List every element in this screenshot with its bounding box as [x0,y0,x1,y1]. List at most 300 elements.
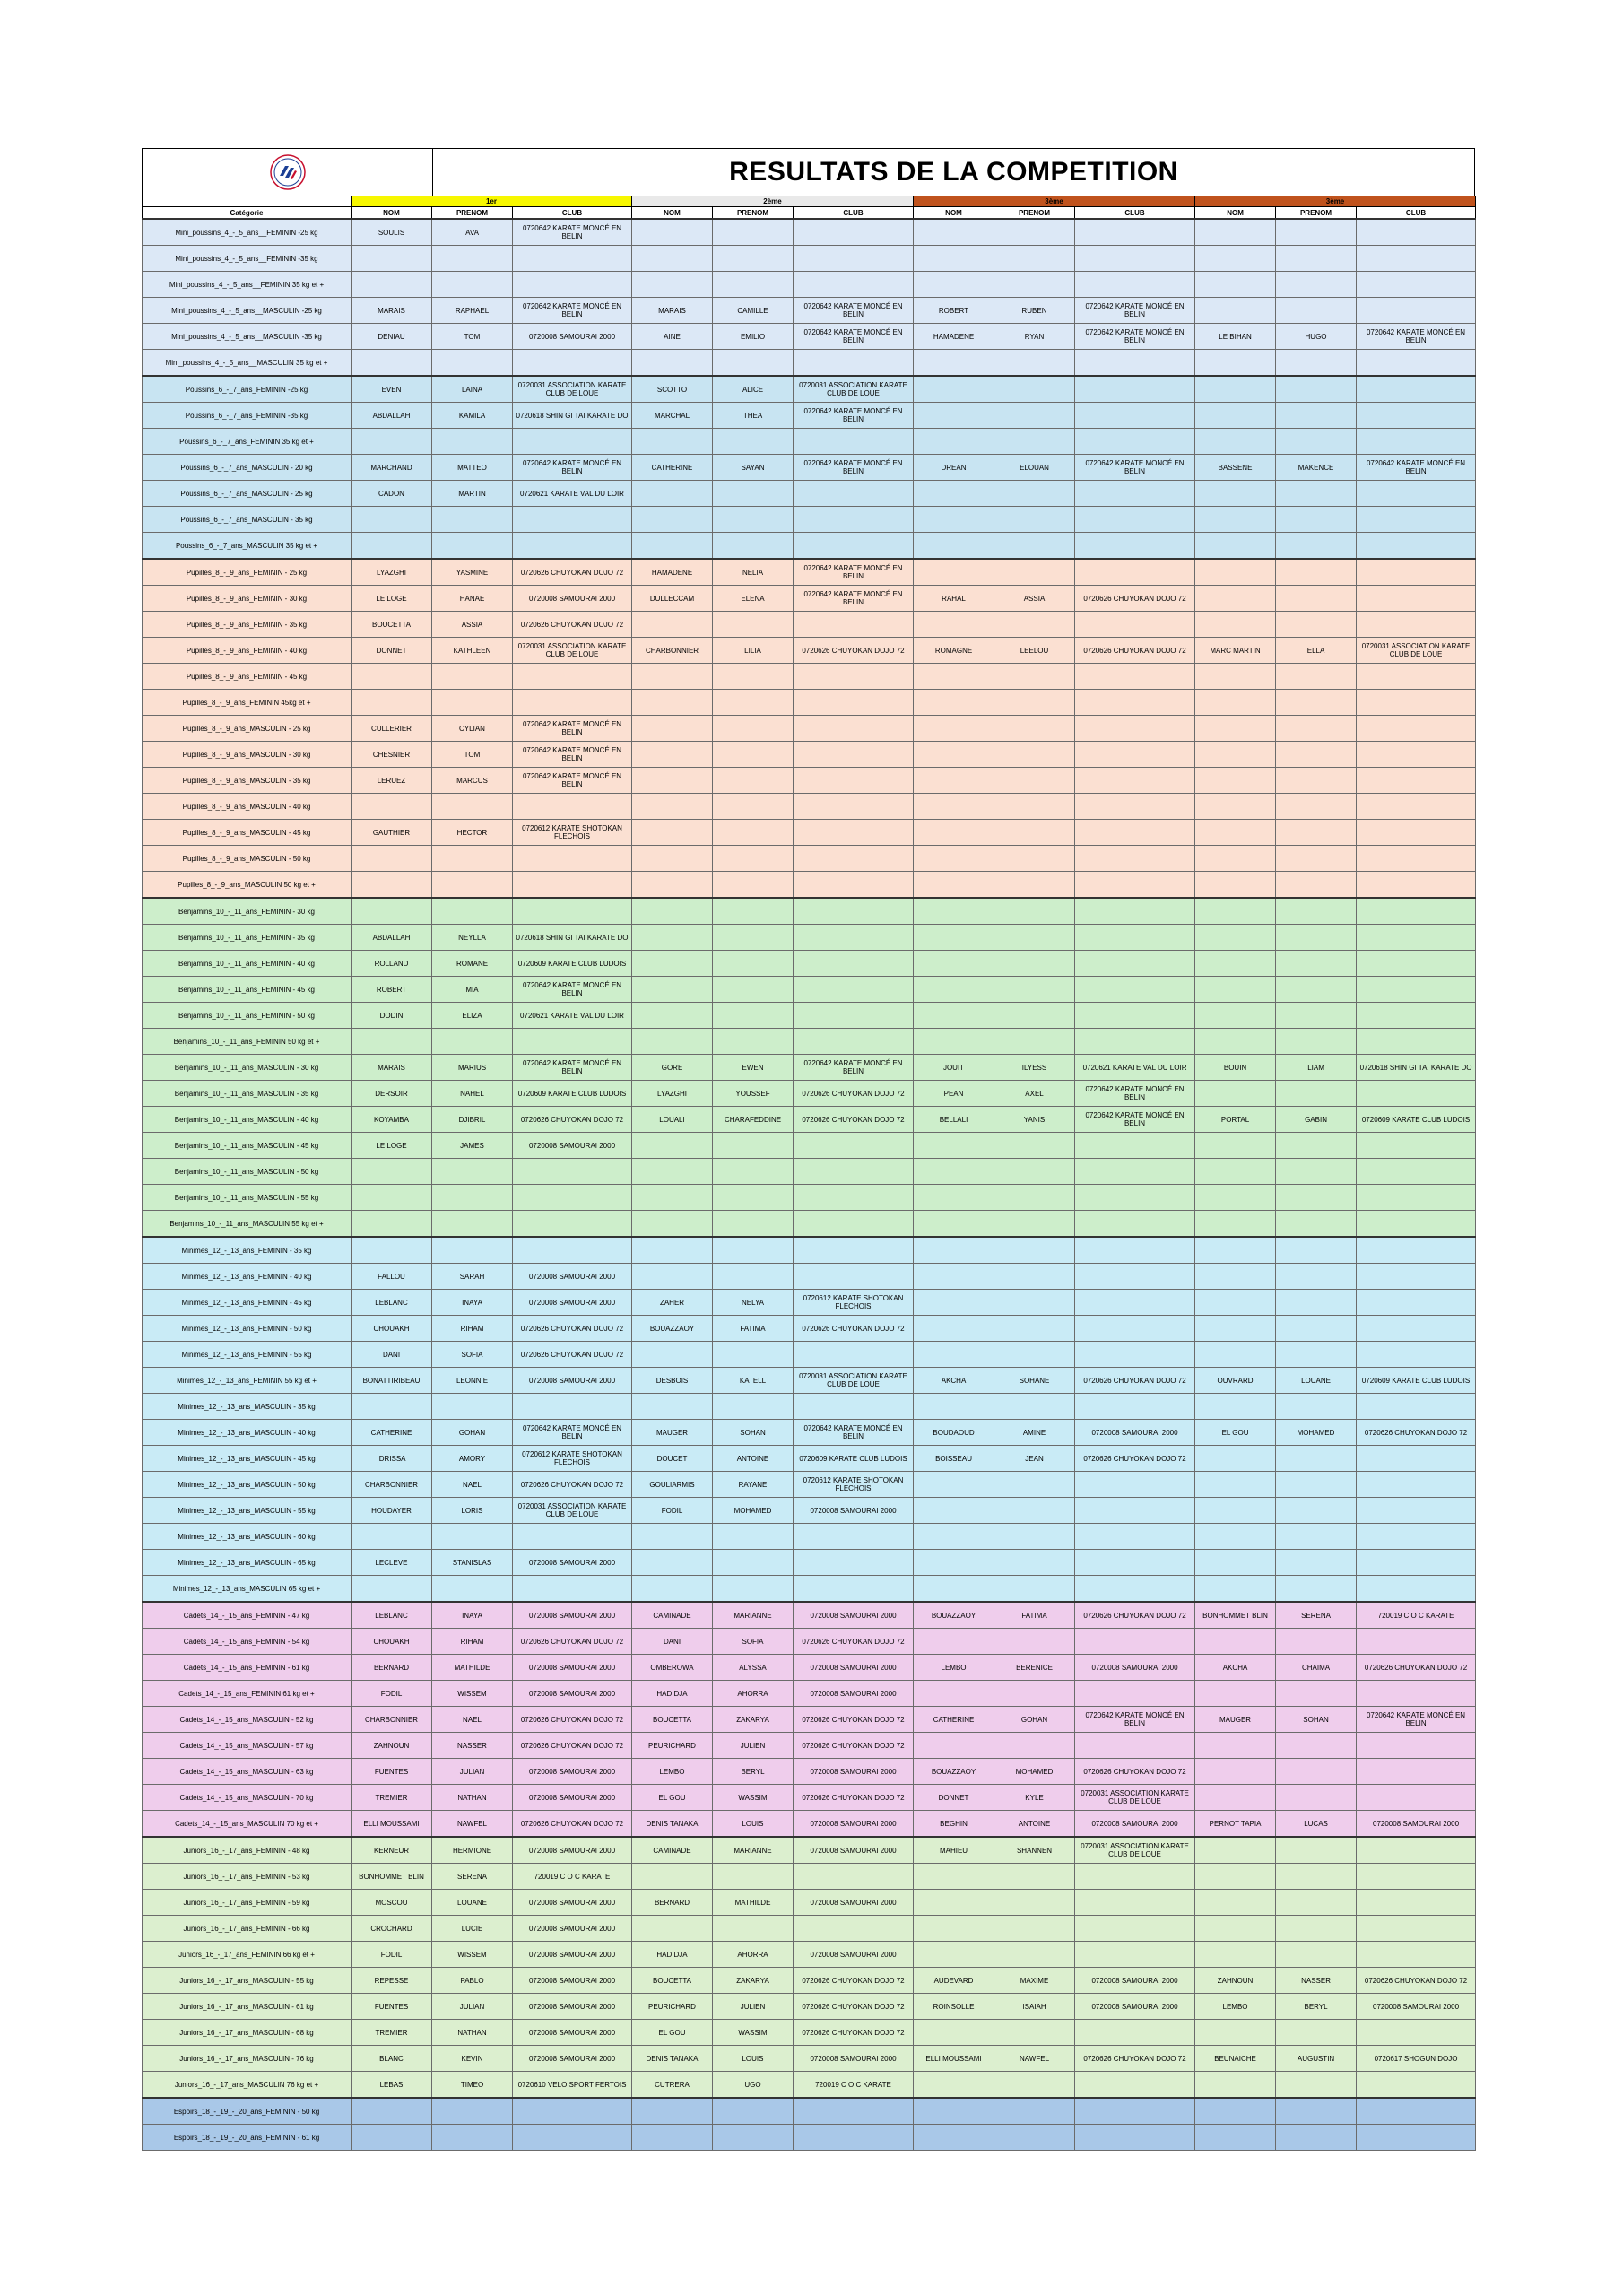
result-cell: 0720626 CHUYOKAN DOJO 72 [794,1707,914,1733]
result-cell: LOUANE [1276,1368,1357,1394]
result-cell [713,1211,794,1238]
result-cell [1276,977,1357,1003]
result-cell [1276,1316,1357,1342]
table-row [143,1942,1476,1968]
result-cell [1195,1759,1276,1785]
result-cell: MATTEO [432,455,513,481]
result-cell [794,1394,914,1420]
result-cell [1357,768,1476,794]
result-cell: 0720031 ASSOCIATION KARATE CLUB DE LOUE [1357,638,1476,664]
result-cell [1075,1916,1195,1942]
result-cell [1357,246,1476,272]
category-cell: Benjamins_10_-_11_ans_MASCULIN 55 kg et + [143,1211,352,1238]
result-cell [994,977,1075,1003]
result-cell: JULIEN [713,1994,794,2020]
result-cell: ELENA [713,586,794,612]
result-cell: BOISSEAU [914,1446,994,1472]
result-cell [1195,1733,1276,1759]
result-cell: MARAIS [352,1055,432,1081]
result-cell [632,716,713,742]
result-cell: JOUIT [914,1055,994,1081]
result-cell: 0720612 KARATE SHOTOKAN FLECHOIS [794,1472,914,1498]
result-cell: 0720609 KARATE CLUB LUDOIS [794,1446,914,1472]
category-cell: Benjamins_10_-_11_ans_MASCULIN - 55 kg [143,1185,352,1211]
category-cell: Mini_poussins_4_-_5_ans__FEMININ 35 kg et + [143,272,352,298]
result-cell [914,507,994,533]
result-cell [914,350,994,377]
result-cell [513,1237,632,1264]
result-cell [994,2125,1075,2151]
category-cell: Minimes_12_-_13_ans_FEMININ - 50 kg [143,1316,352,1342]
result-cell [1195,272,1276,298]
result-cell [1276,350,1357,377]
result-cell: 0720626 CHUYOKAN DOJO 72 [513,1316,632,1342]
result-cell: DENIAU [352,324,432,350]
result-cell: SERENA [432,1864,513,1890]
result-cell [1195,742,1276,768]
category-cell: Cadets_14_-_15_ans_FEMININ - 47 kg [143,1602,352,1629]
result-cell: ELIZA [432,1003,513,1029]
result-cell: GOHAN [432,1420,513,1446]
result-cell [794,350,914,377]
result-cell [794,664,914,690]
result-cell [794,977,914,1003]
result-cell: GAUTHIER [352,820,432,846]
result-cell: FODIL [352,1942,432,1968]
result-cell [1075,951,1195,977]
result-cell [1195,350,1276,377]
table-row [143,1237,1476,1264]
result-cell [632,742,713,768]
result-cell: MARCUS [432,768,513,794]
result-cell [994,1029,1075,1055]
result-cell: MAUGER [632,1420,713,1446]
result-cell [1357,951,1476,977]
result-cell: 0720642 KARATE MONCÉ EN BELIN [1357,455,1476,481]
result-cell [994,820,1075,846]
result-cell [994,481,1075,507]
result-cell [1276,1159,1357,1185]
result-cell: 0720008 SAMOURAI 2000 [794,1602,914,1629]
result-cell: HADIDJA [632,1942,713,1968]
result-cell [994,507,1075,533]
result-cell: 0720008 SAMOURAI 2000 [794,1837,914,1864]
table-row [143,1290,1476,1316]
result-cell [994,246,1075,272]
result-cell: 0720617 SHOGUN DOJO [1357,2046,1476,2072]
result-cell: RIHAM [432,1629,513,1655]
result-cell [1276,2020,1357,2046]
result-cell: LIAM [1276,1055,1357,1081]
category-cell: Benjamins_10_-_11_ans_FEMININ - 40 kg [143,951,352,977]
result-cell [1276,1785,1357,1811]
result-cell [352,2125,432,2151]
result-cell [1195,1498,1276,1524]
result-cell [632,246,713,272]
result-cell [1075,1237,1195,1264]
result-cell: LEBLANC [352,1602,432,1629]
result-cell: MIA [432,977,513,1003]
result-cell: JEAN [994,1446,1075,1472]
result-cell: ELLI MOUSSAMI [352,1811,432,1838]
result-cell: BERNARD [352,1655,432,1681]
result-cell [1357,1316,1476,1342]
result-cell [914,1342,994,1368]
result-cell [1276,533,1357,560]
result-cell [632,1133,713,1159]
result-cell [994,925,1075,951]
result-cell [632,690,713,716]
result-cell [713,716,794,742]
result-cell: FODIL [352,1681,432,1707]
result-cell: INAYA [432,1602,513,1629]
table-row [143,1107,1476,1133]
result-cell [994,898,1075,925]
result-cell: FODIL [632,1498,713,1524]
result-cell [1075,507,1195,533]
result-cell: AKCHA [1195,1655,1276,1681]
result-cell: FUENTES [352,1759,432,1785]
result-cell [1075,1733,1195,1759]
category-cell: Minimes_12_-_13_ans_MASCULIN - 40 kg [143,1420,352,1446]
table-row [143,324,1476,350]
result-cell [713,1264,794,1290]
result-cell [432,872,513,899]
result-cell [352,794,432,820]
result-cell: AVA [432,219,513,246]
result-cell [1357,350,1476,377]
result-cell [1276,376,1357,403]
category-cell: Juniors_16_-_17_ans_MASCULIN - 55 kg [143,1968,352,1994]
result-cell [1075,2072,1195,2099]
result-cell: NAEL [432,1472,513,1498]
result-cell [1195,977,1276,1003]
result-cell [1195,1524,1276,1550]
result-cell: 0720609 KARATE CLUB LUDOIS [1357,1368,1476,1394]
result-cell [914,1524,994,1550]
result-cell: NELIA [713,559,794,586]
result-cell: FATIMA [713,1316,794,1342]
result-cell: 0720008 SAMOURAI 2000 [513,1890,632,1916]
result-cell: DANI [352,1342,432,1368]
result-cell [352,1185,432,1211]
result-cell: EL GOU [632,1785,713,1811]
result-cell [1195,1890,1276,1916]
result-cell [994,219,1075,246]
result-cell: BOUCETTA [632,1707,713,1733]
result-cell [1195,1550,1276,1576]
result-cell: 0720031 ASSOCIATION KARATE CLUB DE LOUE [513,638,632,664]
category-cell: Cadets_14_-_15_ans_MASCULIN 70 kg et + [143,1811,352,1838]
result-cell: ABDALLAH [352,925,432,951]
table-row [143,768,1476,794]
result-cell [914,977,994,1003]
result-cell [794,1576,914,1603]
category-cell: Pupilles_8_-_9_ans_MASCULIN - 45 kg [143,820,352,846]
result-cell: 0720008 SAMOURAI 2000 [513,2020,632,2046]
category-cell: Poussins_6_-_7_ans_MASCULIN - 20 kg [143,455,352,481]
result-cell: 0720008 SAMOURAI 2000 [513,324,632,350]
result-cell: NAWFEL [432,1811,513,1838]
category-cell: Minimes_12_-_13_ans_FEMININ 55 kg et + [143,1368,352,1394]
table-row [143,1550,1476,1576]
result-cell: LUCIE [432,1916,513,1942]
result-cell: MAKENCE [1276,455,1357,481]
result-cell [994,1942,1075,1968]
column-header-row [143,207,1476,220]
result-cell [713,1029,794,1055]
table-row [143,1446,1476,1472]
result-cell [1276,742,1357,768]
result-cell [352,1237,432,1264]
result-cell [794,507,914,533]
result-cell: 0720612 KARATE SHOTOKAN FLECHOIS [513,820,632,846]
result-cell [352,1394,432,1420]
result-cell: NAEL [432,1707,513,1733]
result-cell: BOUCETTA [632,1968,713,1994]
result-cell [713,272,794,298]
category-cell: Pupilles_8_-_9_ans_FEMININ - 30 kg [143,586,352,612]
result-cell [1357,1290,1476,1316]
result-cell: 0720609 KARATE CLUB LUDOIS [513,951,632,977]
result-cell: AHORRA [713,1942,794,1968]
result-cell [513,272,632,298]
result-cell [352,898,432,925]
result-cell [1357,925,1476,951]
result-cell [1357,716,1476,742]
result-cell: ASSIA [432,612,513,638]
category-cell: Minimes_12_-_13_ans_MASCULIN - 65 kg [143,1550,352,1576]
result-cell: 720019 C O C KARATE [794,2072,914,2099]
result-cell [1276,1237,1357,1264]
result-cell: EL GOU [632,2020,713,2046]
result-cell [1195,1342,1276,1368]
result-cell: DESBOIS [632,1368,713,1394]
result-cell [1195,1864,1276,1890]
result-cell: MAUGER [1195,1707,1276,1733]
table-row [143,925,1476,951]
result-cell [1075,376,1195,403]
category-cell: Cadets_14_-_15_ans_FEMININ - 54 kg [143,1629,352,1655]
table-row [143,298,1476,324]
result-cell [513,2125,632,2151]
result-cell: HOUDAYER [352,1498,432,1524]
category-cell: Pupilles_8_-_9_ans_MASCULIN - 30 kg [143,742,352,768]
result-cell: BEGHIN [914,1811,994,1838]
result-cell [994,559,1075,586]
result-cell: KATELL [713,1368,794,1394]
result-cell [632,898,713,925]
result-cell [432,1237,513,1264]
result-cell: 0720008 SAMOURAI 2000 [513,1264,632,1290]
category-cell: Mini_poussins_4_-_5_ans__MASCULIN -35 kg [143,324,352,350]
category-cell: Juniors_16_-_17_ans_FEMININ 66 kg et + [143,1942,352,1968]
result-cell: 0720609 KARATE CLUB LUDOIS [1357,1107,1476,1133]
result-cell: HADIDJA [632,1681,713,1707]
result-cell [432,429,513,455]
result-cell: CHESNIER [352,742,432,768]
table-row [143,1368,1476,1394]
result-cell: MARIANNE [713,1837,794,1864]
result-cell: 0720642 KARATE MONCÉ EN BELIN [513,716,632,742]
table-row [143,1003,1476,1029]
result-cell: 0720008 SAMOURAI 2000 [513,586,632,612]
result-cell [1195,219,1276,246]
result-cell [1195,1316,1276,1342]
result-cell [1195,951,1276,977]
table-row [143,1968,1476,1994]
result-cell: OMBEROWA [632,1655,713,1681]
category-cell: Minimes_12_-_13_ans_MASCULIN - 60 kg [143,1524,352,1550]
result-cell: AINE [632,324,713,350]
result-cell: CHARBONNIER [352,1472,432,1498]
result-cell [1357,898,1476,925]
result-cell: ROMAGNE [914,638,994,664]
result-cell: NELYA [713,1290,794,1316]
category-cell: Juniors_16_-_17_ans_FEMININ - 66 kg [143,1916,352,1942]
table-row [143,612,1476,638]
result-cell: ZAKARYA [713,1968,794,1994]
result-cell [1195,376,1276,403]
result-cell: SOHAN [1276,1707,1357,1733]
result-cell [994,1342,1075,1368]
result-cell: 0720642 KARATE MONCÉ EN BELIN [1075,1707,1195,1733]
category-cell: Minimes_12_-_13_ans_FEMININ - 45 kg [143,1290,352,1316]
result-cell [994,1550,1075,1576]
result-cell: 0720031 ASSOCIATION KARATE CLUB DE LOUE [1075,1837,1195,1864]
result-cell: UGO [713,2072,794,2099]
result-cell: 0720642 KARATE MONCÉ EN BELIN [794,403,914,429]
result-cell [1195,1029,1276,1055]
result-cell [914,219,994,246]
category-cell: Pupilles_8_-_9_ans_FEMININ - 45 kg [143,664,352,690]
result-cell [1357,586,1476,612]
result-cell: BLANC [352,2046,432,2072]
table-row [143,1498,1476,1524]
result-cell: 0720008 SAMOURAI 2000 [513,1602,632,1629]
result-cell: 0720626 CHUYOKAN DOJO 72 [1075,638,1195,664]
result-cell: PERNOT TAPIA [1195,1811,1276,1838]
result-cell: BEUNAICHE [1195,2046,1276,2072]
column-header: PRENOM [994,207,1075,220]
result-cell [1357,2125,1476,2151]
result-cell: 0720008 SAMOURAI 2000 [794,1759,914,1785]
result-cell: 0720031 ASSOCIATION KARATE CLUB DE LOUE [1075,1785,1195,1811]
result-cell: 0720008 SAMOURAI 2000 [794,1890,914,1916]
result-cell [1075,1576,1195,1603]
result-cell [713,846,794,872]
table-row [143,742,1476,768]
result-cell [914,429,994,455]
table-row [143,1655,1476,1681]
result-cell [632,951,713,977]
table-row [143,1264,1476,1290]
result-cell: FUENTES [352,1994,432,2020]
federation-logo-icon [268,152,308,192]
result-cell [713,794,794,820]
result-cell [632,1211,713,1238]
result-cell [794,272,914,298]
result-cell: DJIBRIL [432,1107,513,1133]
result-cell [1075,2098,1195,2125]
result-cell: NAHEL [432,1081,513,1107]
category-cell: Minimes_12_-_13_ans_MASCULIN 65 kg et + [143,1576,352,1603]
result-cell: HUGO [1276,324,1357,350]
table-row [143,533,1476,560]
result-cell: WASSIM [713,1785,794,1811]
result-cell: 0720626 CHUYOKAN DOJO 72 [1075,1759,1195,1785]
result-cell [1357,1133,1476,1159]
result-cell [1075,272,1195,298]
result-cell [994,403,1075,429]
table-row [143,898,1476,925]
result-cell [1276,664,1357,690]
category-cell: Benjamins_10_-_11_ans_FEMININ 50 kg et + [143,1029,352,1055]
result-cell [632,820,713,846]
result-cell: 0720008 SAMOURAI 2000 [513,1368,632,1394]
category-cell: Mini_poussins_4_-_5_ans__MASCULIN 35 kg et + [143,350,352,377]
table-row [143,1681,1476,1707]
result-cell: AMORY [432,1446,513,1472]
result-cell: 0720642 KARATE MONCÉ EN BELIN [1075,324,1195,350]
result-cell [914,820,994,846]
result-cell [994,1472,1075,1498]
result-cell: 0720008 SAMOURAI 2000 [513,1290,632,1316]
category-cell: Minimes_12_-_13_ans_MASCULIN - 45 kg [143,1446,352,1472]
result-cell [513,350,632,377]
result-cell: MARCHAL [632,403,713,429]
result-cell [632,768,713,794]
result-cell [632,1029,713,1055]
result-cell [1075,1211,1195,1238]
result-cell [352,1159,432,1185]
result-cell: 0720008 SAMOURAI 2000 [513,1916,632,1942]
result-cell: CHAIMA [1276,1655,1357,1681]
result-cell [1276,846,1357,872]
result-cell [1195,403,1276,429]
result-cell: AHORRA [713,1681,794,1707]
result-cell: EL GOU [1195,1420,1276,1446]
result-cell [1195,2072,1276,2099]
table-row [143,820,1476,846]
result-cell: STANISLAS [432,1550,513,1576]
result-cell [1357,1890,1476,1916]
result-cell: 0720626 CHUYOKAN DOJO 72 [513,1707,632,1733]
table-row [143,1837,1476,1864]
result-cell [632,1003,713,1029]
result-cell: 0720008 SAMOURAI 2000 [513,2046,632,2072]
result-cell: SOFIA [432,1342,513,1368]
result-cell [1357,219,1476,246]
category-cell: Minimes_12_-_13_ans_FEMININ - 40 kg [143,1264,352,1290]
result-cell: GABIN [1276,1107,1357,1133]
table-row [143,951,1476,977]
result-cell [1357,1733,1476,1759]
result-cell [1075,403,1195,429]
table-row [143,559,1476,586]
table-row [143,376,1476,403]
result-cell [994,376,1075,403]
result-cell [1357,1264,1476,1290]
result-cell: CATHERINE [352,1420,432,1446]
result-cell: 0720626 CHUYOKAN DOJO 72 [1357,1968,1476,1994]
result-cell: 0720626 CHUYOKAN DOJO 72 [1075,586,1195,612]
result-cell [1276,559,1357,586]
result-cell [994,1159,1075,1185]
result-cell: TIMEO [432,2072,513,2099]
result-cell [914,612,994,638]
result-cell [1075,794,1195,820]
